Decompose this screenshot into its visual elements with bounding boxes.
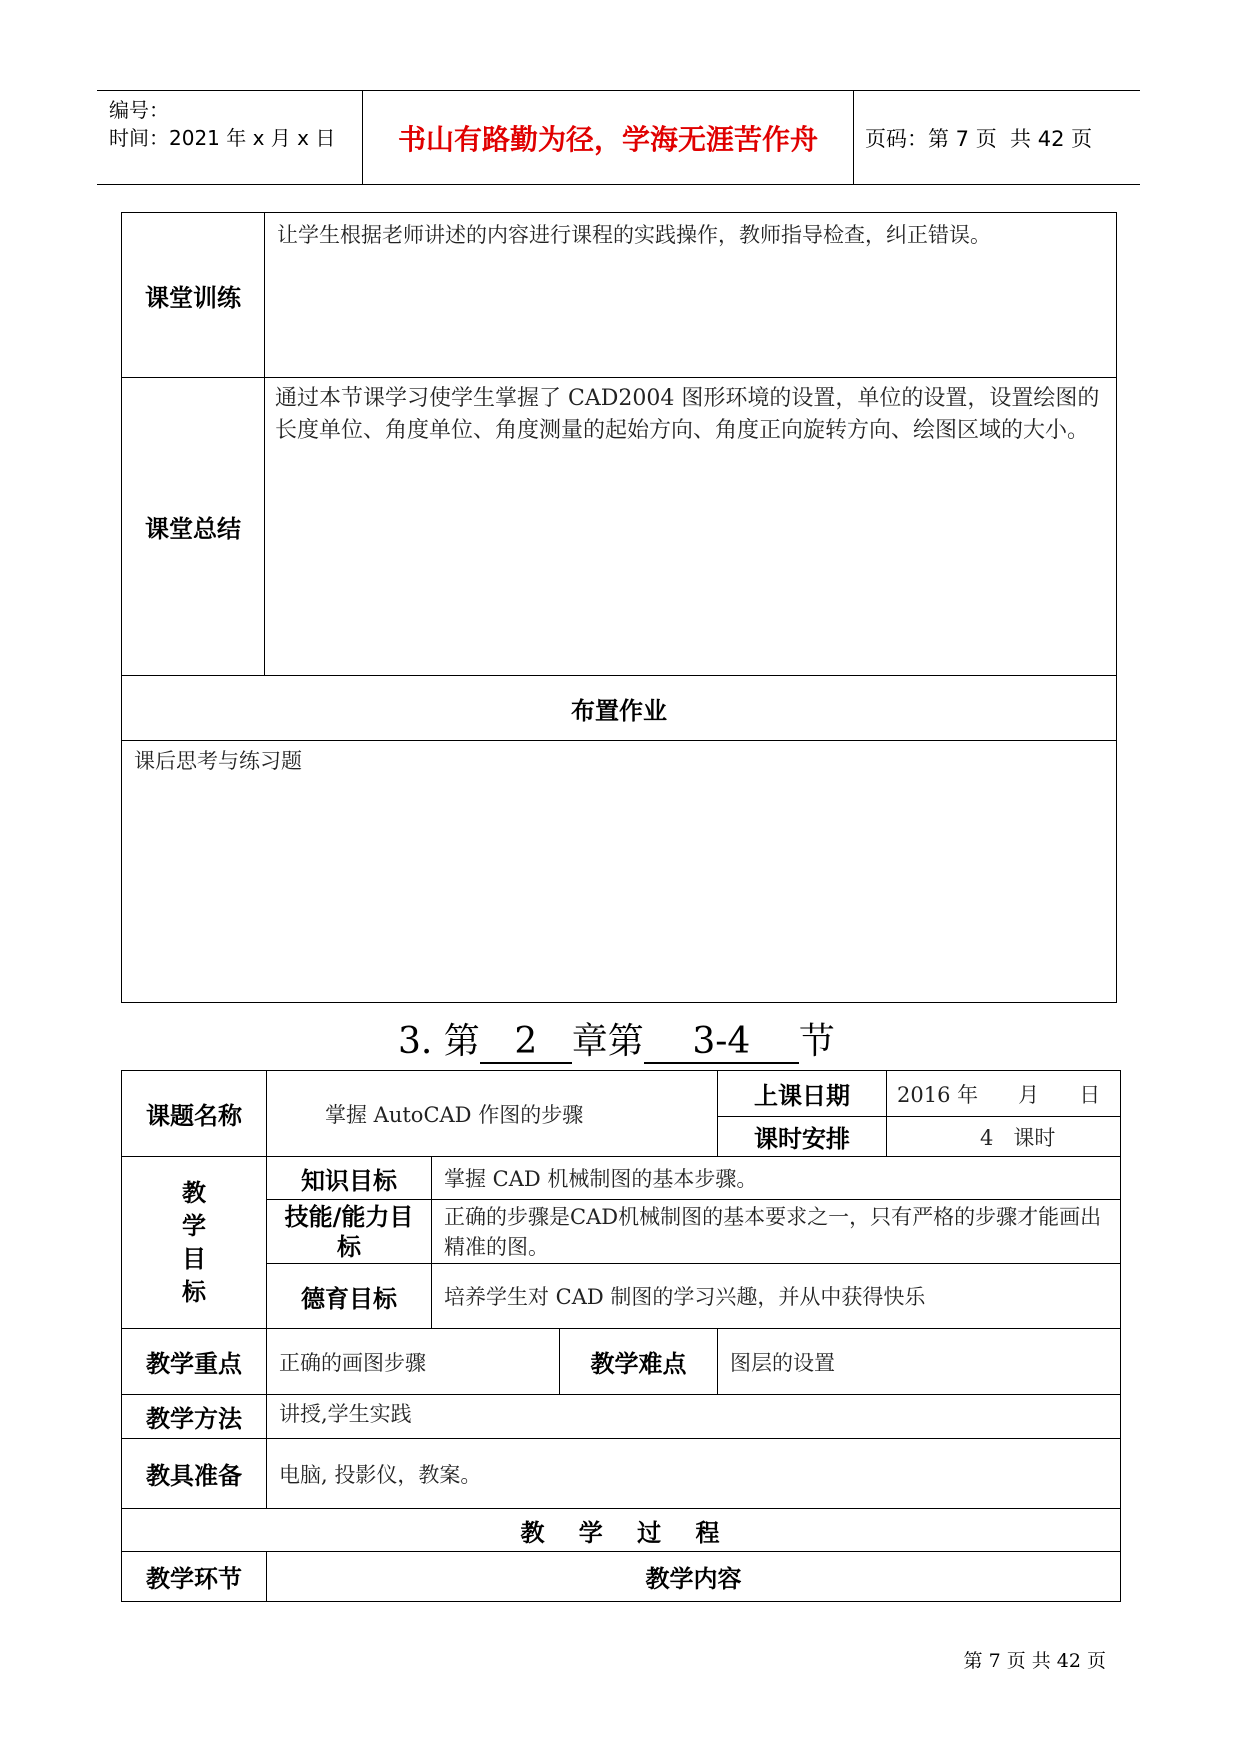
summary-content: 通过本节课学习使学生掌握了 CAD2004 图形环境的设置，单位的设置，设置绘图的长度单位、角度单位、角度测量的起始方向、角度正向旋转方向、绘图区域的大小。 bbox=[265, 378, 1117, 676]
section-prefix: 3. 第 bbox=[398, 1021, 480, 1062]
skill-row bbox=[122, 1200, 1121, 1264]
header-meta bbox=[97, 91, 362, 184]
section-title bbox=[398, 1012, 835, 1064]
document-number-label: 编号： bbox=[109, 98, 169, 122]
training-row bbox=[122, 213, 1117, 378]
knowledge-label: 知识目标 bbox=[267, 1157, 432, 1200]
homework-content: 课后思考与练习题 bbox=[122, 741, 1117, 1003]
topic-row bbox=[122, 1071, 1121, 1117]
moral-value: 培养学生对 CAD 制图的学习兴趣，并从中获得快乐 bbox=[432, 1264, 1121, 1329]
difficulty-value: 图层的设置 bbox=[718, 1329, 1121, 1395]
knowledge-row bbox=[122, 1157, 1121, 1200]
section-number: 3-4 bbox=[644, 1021, 799, 1064]
chapter-number: 2 bbox=[480, 1021, 572, 1064]
process-columns-row bbox=[122, 1552, 1121, 1602]
section-middle: 章第 bbox=[571, 1021, 644, 1062]
header-page-info: 页码：第 7 页 共 42 页 bbox=[865, 126, 1093, 151]
method-row bbox=[122, 1395, 1121, 1439]
document-time-label: 时间：2021 年 x 月 x 日 bbox=[109, 126, 336, 150]
process-header-row bbox=[122, 1509, 1121, 1552]
page-header bbox=[97, 90, 1140, 185]
skill-value: 正确的步骤是CAD机械制图的基本要求之一，只有严格的步骤才能画出精准的图。 bbox=[432, 1200, 1121, 1264]
date-label: 上课日期 bbox=[718, 1071, 887, 1117]
page-footer: 第 7 页 共 42 页 bbox=[963, 1650, 1106, 1672]
lesson-wrapup-table bbox=[121, 212, 1117, 1003]
homework-header-row bbox=[122, 676, 1117, 741]
training-content: 让学生根据老师讲述的内容进行课程的实践操作，教师指导检查，纠正错误。 bbox=[265, 213, 1117, 378]
tools-value: 电脑, 投影仪，教案。 bbox=[267, 1439, 1121, 1509]
topic-label: 课题名称 bbox=[122, 1071, 267, 1157]
homework-header: 布置作业 bbox=[122, 676, 1117, 741]
process-header: 教 学 过 程 bbox=[122, 1509, 1121, 1552]
knowledge-value: 掌握 CAD 机械制图的基本步骤。 bbox=[432, 1157, 1121, 1200]
difficulty-label: 教学难点 bbox=[560, 1329, 718, 1395]
step-label: 教学环节 bbox=[122, 1552, 267, 1602]
focus-row bbox=[122, 1329, 1121, 1395]
training-label: 课堂训练 bbox=[122, 213, 265, 378]
goals-label: 教学目标 bbox=[182, 1178, 206, 1306]
hours-value: 4 课时 bbox=[887, 1117, 1121, 1157]
header-motto: 书山有路勤为径，学海无涯苦作舟 bbox=[362, 91, 854, 184]
method-value: 讲授,学生实践 bbox=[267, 1395, 1121, 1439]
tools-row bbox=[122, 1439, 1121, 1509]
focus-label: 教学重点 bbox=[122, 1329, 267, 1395]
hours-label: 课时安排 bbox=[718, 1117, 887, 1157]
lesson-plan-table bbox=[121, 1070, 1121, 1602]
skill-label: 技能/能力目标 bbox=[284, 1202, 414, 1261]
date-value: 2016 年 月 日 bbox=[887, 1071, 1121, 1117]
tools-label: 教具准备 bbox=[122, 1439, 267, 1509]
section-suffix: 节 bbox=[798, 1021, 835, 1062]
summary-label: 课堂总结 bbox=[122, 378, 265, 676]
moral-row bbox=[122, 1264, 1121, 1329]
homework-content-row bbox=[122, 741, 1117, 1003]
focus-value: 正确的画图步骤 bbox=[267, 1329, 560, 1395]
moral-label: 德育目标 bbox=[267, 1264, 432, 1329]
content-label: 教学内容 bbox=[267, 1552, 1121, 1602]
summary-row bbox=[122, 378, 1117, 676]
topic-value: 掌握 AutoCAD 作图的步骤 bbox=[267, 1071, 718, 1157]
method-label: 教学方法 bbox=[122, 1395, 267, 1439]
